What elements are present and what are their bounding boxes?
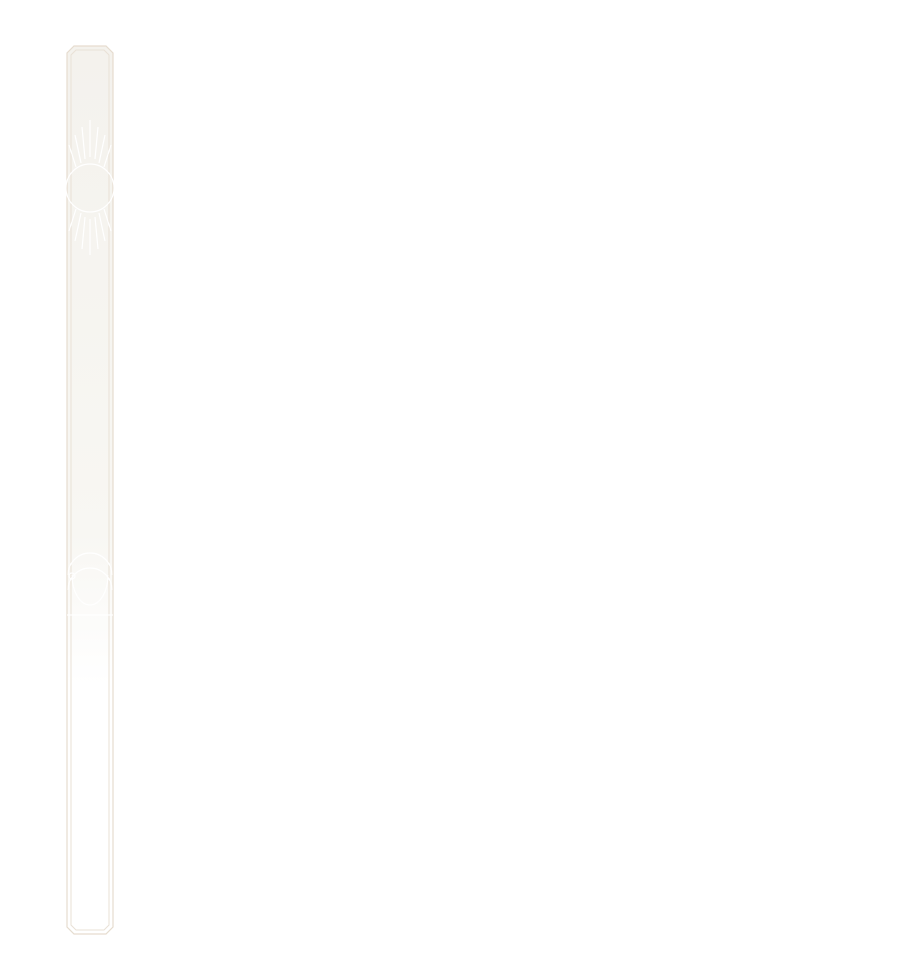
side-panel-frame bbox=[66, 45, 114, 935]
decorative-side-panel bbox=[66, 45, 114, 935]
outer-frame-border bbox=[67, 46, 113, 934]
